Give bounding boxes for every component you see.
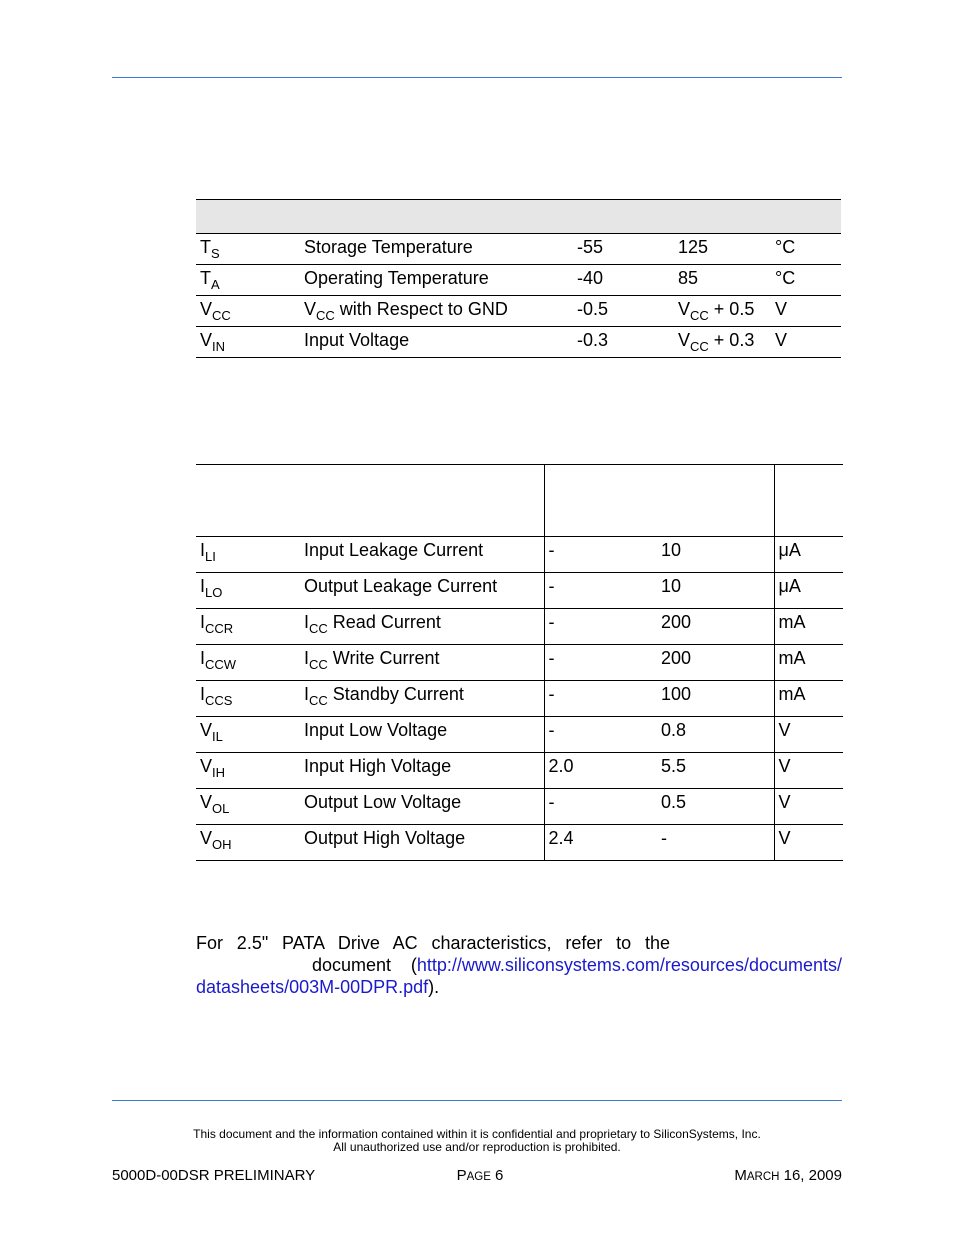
note-closing: ). xyxy=(428,977,440,997)
datasheet-link-part1[interactable]: http://www.siliconsystems.com/resources/documents/ xyxy=(416,955,842,975)
max-value-cell: $V_{CC} + 0.3$ xyxy=(674,327,771,358)
table-row xyxy=(196,753,843,789)
min-value-cell: -0.3 xyxy=(573,327,674,358)
header-rule xyxy=(112,77,842,78)
unit-cell: V xyxy=(774,825,843,861)
unit-cell: V xyxy=(774,789,843,825)
unit-cell: °C xyxy=(771,265,841,296)
table-row xyxy=(196,645,843,681)
parameter-cell: Operating Temperature xyxy=(300,265,573,296)
symbol-cell: $V_{IL}$ xyxy=(196,717,300,753)
datasheet-link-part2[interactable]: datasheets/003M-00DPR.pdf xyxy=(196,977,429,997)
parameter-cell: Output Leakage Current xyxy=(300,573,544,609)
parameter-cell: Storage Temperature xyxy=(300,234,573,265)
unit-cell: μA xyxy=(774,537,843,573)
parameter-cell: Output High Voltage xyxy=(300,825,544,861)
symbol-cell: $V_{IN}$ xyxy=(196,327,300,358)
max-value-cell: 200 xyxy=(657,609,774,645)
max-value-cell: 0.8 xyxy=(657,717,774,753)
document-id: 5000D-00DSR PRELIMINARY xyxy=(112,1167,316,1184)
parameter-cell: Input Low Voltage xyxy=(300,717,544,753)
page-number: PAGE 6 xyxy=(456,1167,504,1184)
max-value-cell: 5.5 xyxy=(657,753,774,789)
symbol-cell: $V_{OL}$ xyxy=(196,789,300,825)
symbol-cell: $T_A$ xyxy=(196,265,300,296)
ac-characteristics-note xyxy=(196,932,842,998)
table-row xyxy=(196,573,843,609)
max-value-cell: 10 xyxy=(657,573,774,609)
note-document-label: document ( xyxy=(312,955,417,975)
symbol-cell: $V_{IH}$ xyxy=(196,753,300,789)
table-header-row xyxy=(196,200,841,234)
confidential-notice-line-2: All unauthorized use and/or reproduction is prohibited. xyxy=(333,1140,621,1154)
parameter-cell: Input Leakage Current xyxy=(300,537,544,573)
min-value-cell: 2.0 xyxy=(544,753,657,789)
parameter-cell: Input High Voltage xyxy=(300,753,544,789)
table-row xyxy=(196,609,843,645)
table-row xyxy=(196,265,841,296)
parameter-cell: Output Low Voltage xyxy=(300,789,544,825)
table-row xyxy=(196,717,843,753)
min-value-cell: - xyxy=(544,717,657,753)
document-date: MARCH 16, 2009 xyxy=(734,1167,842,1184)
min-value-cell: - xyxy=(544,573,657,609)
table-row xyxy=(196,681,843,717)
max-value-cell: $V_{CC} + 0.5$ xyxy=(674,296,771,327)
absolute-max-ratings-table xyxy=(196,199,841,358)
table-row xyxy=(196,537,843,573)
footer-rule xyxy=(112,1100,842,1101)
min-value-cell: -55 xyxy=(573,234,674,265)
symbol-cell: $T_S$ xyxy=(196,234,300,265)
symbol-cell: $I_{LO}$ xyxy=(196,573,300,609)
unit-cell: °C xyxy=(771,234,841,265)
min-value-cell: - xyxy=(544,645,657,681)
max-value-cell: 200 xyxy=(657,645,774,681)
table-row xyxy=(196,327,841,358)
unit-cell: μA xyxy=(774,573,843,609)
min-value-cell: - xyxy=(544,681,657,717)
max-value-cell: - xyxy=(657,825,774,861)
parameter-cell: $I_{CC}$ Read Current xyxy=(300,609,544,645)
unit-cell: V xyxy=(774,753,843,789)
unit-cell: mA xyxy=(774,609,843,645)
unit-cell: V xyxy=(771,296,841,327)
symbol-cell: $I_{CCW}$ xyxy=(196,645,300,681)
symbol-cell: $I_{CCS}$ xyxy=(196,681,300,717)
table-row xyxy=(196,234,841,265)
min-value-cell: - xyxy=(544,609,657,645)
parameter-cell: $I_{CC}$ Standby Current xyxy=(300,681,544,717)
unit-cell: V xyxy=(774,717,843,753)
table-row xyxy=(196,789,843,825)
min-value-cell: 2.4 xyxy=(544,825,657,861)
min-value-cell: - xyxy=(544,537,657,573)
max-value-cell: 0.5 xyxy=(657,789,774,825)
note-line-1: For 2.5" PATA Drive AC characteristics, refer to the xyxy=(196,933,670,953)
symbol-cell: $I_{LI}$ xyxy=(196,537,300,573)
min-value-cell: - xyxy=(544,789,657,825)
unit-cell: mA xyxy=(774,681,843,717)
max-value-cell: 125 xyxy=(674,234,771,265)
table-header-row xyxy=(196,465,843,537)
symbol-cell: $V_{OH}$ xyxy=(196,825,300,861)
dc-characteristics-table xyxy=(196,464,843,861)
min-value-cell: -0.5 xyxy=(573,296,674,327)
max-value-cell: 100 xyxy=(657,681,774,717)
table-row xyxy=(196,296,841,327)
unit-cell: mA xyxy=(774,645,843,681)
table-row xyxy=(196,825,843,861)
parameter-cell: $V_{CC}$ with Respect to GND xyxy=(300,296,573,327)
max-value-cell: 10 xyxy=(657,537,774,573)
max-value-cell: 85 xyxy=(674,265,771,296)
note-line-2 xyxy=(196,954,842,976)
parameter-cell: $I_{CC}$ Write Current xyxy=(300,645,544,681)
confidential-notice-line-1: This document and the information contained within it is confidential and proprietary to SiliconSystems, Inc. xyxy=(193,1127,761,1141)
parameter-cell: Input Voltage xyxy=(300,327,573,358)
unit-cell: V xyxy=(771,327,841,358)
min-value-cell: -40 xyxy=(573,265,674,296)
note-line-3 xyxy=(196,976,842,998)
symbol-cell: $V_{CC}$ xyxy=(196,296,300,327)
symbol-cell: $I_{CCR}$ xyxy=(196,609,300,645)
